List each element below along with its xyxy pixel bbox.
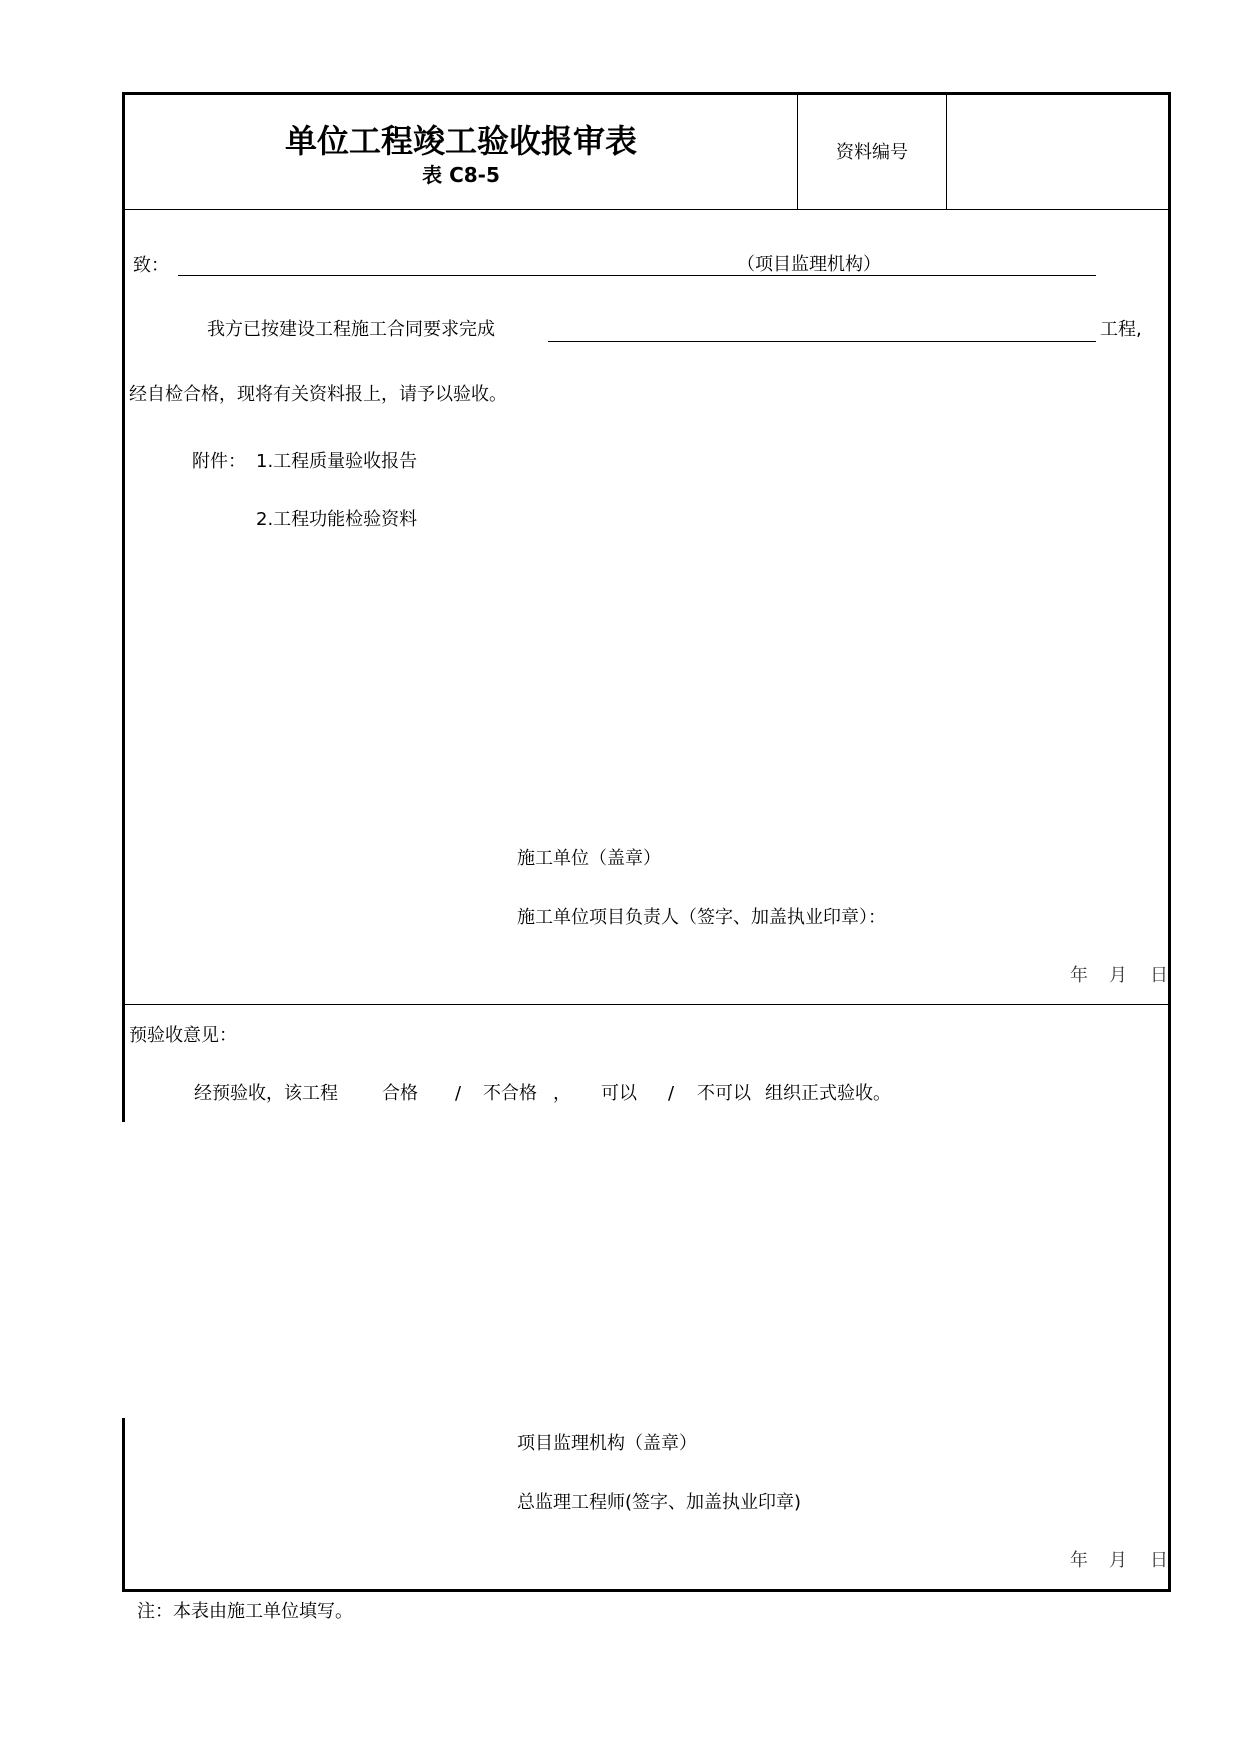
header-col-divider-2 [946,92,947,210]
header-divider [122,209,1171,210]
frame-right [1168,92,1171,1592]
footnote: 注：本表由施工单位填写。 [137,1601,353,1622]
option-separator-2: / [668,1083,675,1104]
date-month-label: 月 [1109,965,1127,986]
option-comma: ， [553,1083,571,1104]
frame-left-upper [122,92,125,1122]
attachment-item-1: 1.工程质量验收报告 [256,451,418,472]
option-separator-1: / [455,1083,462,1104]
option-fail[interactable]: 不合格 [483,1083,537,1104]
date-day-label-2: 日 [1150,1550,1168,1571]
opinion-prefix: 经预验收，该工程 [194,1083,338,1104]
commit-text-prefix: 我方已按建设工程施工合同要求完成 [207,319,495,340]
attachment-item-2: 2.工程功能检验资料 [256,509,418,530]
opinion-suffix: 组织正式验收。 [765,1083,891,1104]
section-divider [122,1004,1171,1005]
project-fill-underline[interactable] [548,341,1096,342]
commit-text-line2: 经自检合格，现将有关资料报上，请予以验收。 [129,384,507,405]
supervision-seal-label: 项目监理机构（盖章） [517,1433,697,1454]
to-suffix: （项目监理机构） [737,254,881,275]
form-title: 单位工程竣工验收报审表 [284,122,637,160]
form-subtitle: 表 C8-5 [422,163,500,187]
option-pass[interactable]: 合格 [382,1083,418,1104]
frame-top [122,92,1171,95]
pre-acceptance-label: 预验收意见： [129,1025,237,1046]
contractor-signer-label: 施工单位项目负责人（签字、加盖执业印章）： [517,907,886,928]
doc-no-label: 资料编号 [836,142,908,163]
contractor-seal-label: 施工单位（盖章） [517,848,661,869]
commit-text-suffix: 工程, [1100,319,1142,340]
attachments-label: 附件： [192,451,246,472]
date-month-label-2: 月 [1109,1550,1127,1571]
option-can[interactable]: 可以 [601,1083,637,1104]
date-day-label: 日 [1150,965,1168,986]
option-cannot[interactable]: 不可以 [697,1083,751,1104]
frame-bottom [122,1589,1171,1592]
chief-engineer-signer-label: 总监理工程师(签字、加盖执业印章) [517,1492,802,1513]
to-label: 致： [133,255,169,276]
to-fill-underline[interactable] [178,275,1096,276]
date-year-label: 年 [1070,965,1088,986]
date-year-label-2: 年 [1070,1550,1088,1571]
frame-left-lower [122,1418,125,1592]
